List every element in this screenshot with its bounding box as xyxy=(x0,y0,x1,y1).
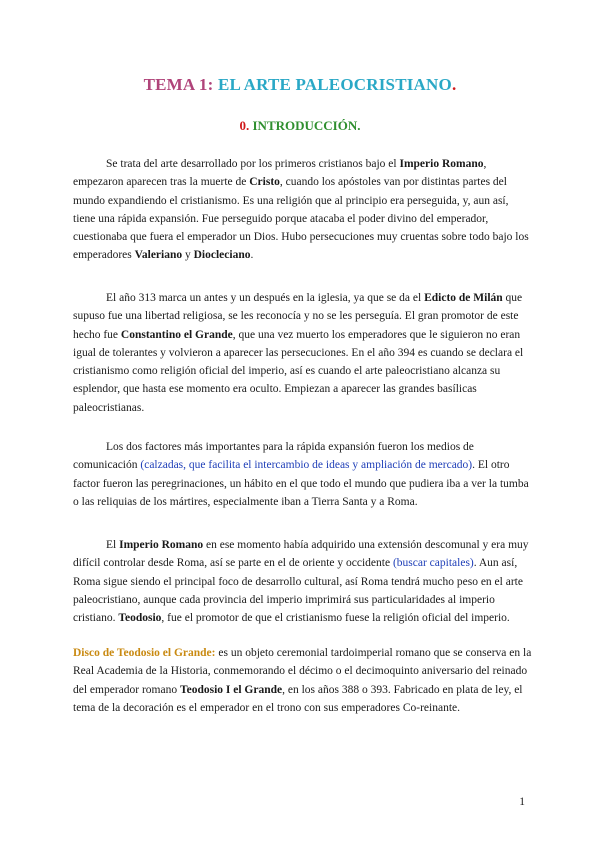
p4-text-1: El xyxy=(106,539,120,551)
p5-bold-teodosio: Teodosio I el Grande xyxy=(179,683,283,696)
p3-text-2: . El otro factor fueron las peregrinaciones, un hábito en el que todo el mundo que pudiera iba a ver la tumba o las reliquias de los mártires, especialmente iban a Tierra Santa y a Roma. xyxy=(73,459,529,508)
p2-bold-edicto: Edicto de Milán xyxy=(424,292,503,304)
p1-bold-valeriano: Valeriano xyxy=(134,249,183,262)
p5-heading-disco: Disco de Teodosio el Grande: xyxy=(73,647,216,659)
p1-bold-cristo: Cristo xyxy=(249,176,280,189)
p1-bold-diocleciano: Diocleciano xyxy=(193,249,251,262)
p4-note-capitales: (buscar capitales) xyxy=(392,557,474,570)
p1-bold-imperio: Imperio Romano xyxy=(399,158,484,170)
p2-text-3: , que una vez muerto los emperadores que le siguieron no eran igual de tolerantes y volvieron a aparecer las persecuciones. En el año 394 es cuando se declara el cristianismo como religión oficial del imperio, así es cuando el arte paleocristiano alcanza su esplendor, que hasta ese momento era oculto. Empiezan a aparecer las grandes basílicas paleocristianas. xyxy=(73,328,524,414)
paragraph-5 xyxy=(73,644,533,717)
paragraph-1 xyxy=(73,155,533,265)
p1-text-3: , cuando los apóstoles van por distintas partes del mundo expandiendo el cristianismo. Es una religión que al principio era perseguida, y, aun así, tiene una rápida expansión. Fue perseguido porque atacaba el poder divino del emperador, cuestionaba que fuera el emperador un Dios. Hubo persecuciones muy cruentas sobre todo bajo los emperadores xyxy=(73,176,529,262)
p1-text-1: Se trata del arte desarrollado por los primeros cristianos bajo el xyxy=(106,158,400,170)
p3-text-1: Los dos factores más importantes para la rápida expansión fueron los medios de comunicación xyxy=(73,441,474,472)
p2-bold-constantino: Constantino el Grande xyxy=(120,328,233,341)
p2-text-1: El año 313 marca un antes y un después en la iglesia, ya que se da el xyxy=(106,292,425,304)
p4-text-3: . Aun así, Roma sigue siendo el principal foco de desarrollo cultural, así Roma tendrá mucho peso en el arte paleocristiano, aunque cada provincia del imperio imprimirá sus particularidades al imperio cristiano. xyxy=(73,557,523,625)
p2-text-2: que supuso fue una libertad religiosa, se les reconocía y no se les perseguía. El gran promotor de este hecho fue xyxy=(73,292,523,341)
title-prefix: TEMA 1: xyxy=(143,75,214,94)
paragraph-4 xyxy=(73,536,533,627)
p5-text-2: , en los años 388 o 393. Fabricado en plata de ley, el tema de la decoración es el emperador en el trono con sus emperadores Co-reinante. xyxy=(73,683,523,714)
title-dot: . xyxy=(451,75,457,94)
p1-text-2: , empezaron aparecen tras la muerte de xyxy=(73,158,487,189)
page-title xyxy=(0,75,600,95)
p4-text-2: en ese momento había adquirido una extensión descomunal y era muy difícil controlar desde Roma, así se parte en el de oriente y occidente xyxy=(73,539,529,570)
paragraph-3 xyxy=(73,438,533,511)
title-main: EL ARTE PALEOCRISTIANO xyxy=(217,75,452,94)
page-number: 1 xyxy=(519,796,525,808)
p4-bold-imperio: Imperio Romano xyxy=(119,539,204,551)
p3-note-calzadas: (calzadas, que facilita el intercambio de ideas y ampliación de mercado) xyxy=(140,459,473,472)
section-dot: . xyxy=(246,118,250,133)
p4-text-4: , fue el promotor de que el cristianismo fuese la religión oficial del imperio. xyxy=(161,612,510,625)
section-heading xyxy=(0,118,600,134)
p1-text-5: . xyxy=(250,249,254,262)
section-title: INTRODUCCIÓN. xyxy=(252,118,361,133)
paragraph-2 xyxy=(73,289,533,417)
p1-text-4: y xyxy=(182,249,194,262)
p4-bold-teodosio: Teodosio xyxy=(118,612,162,625)
p5-text-1: es un objeto ceremonial tardoimperial romano que se conserva en la Real Academia de la Historia, conmemorando el décimo o el decimoquinto aniversario del reinado del emperador romano xyxy=(73,647,532,696)
section-number: 0 xyxy=(239,118,246,133)
